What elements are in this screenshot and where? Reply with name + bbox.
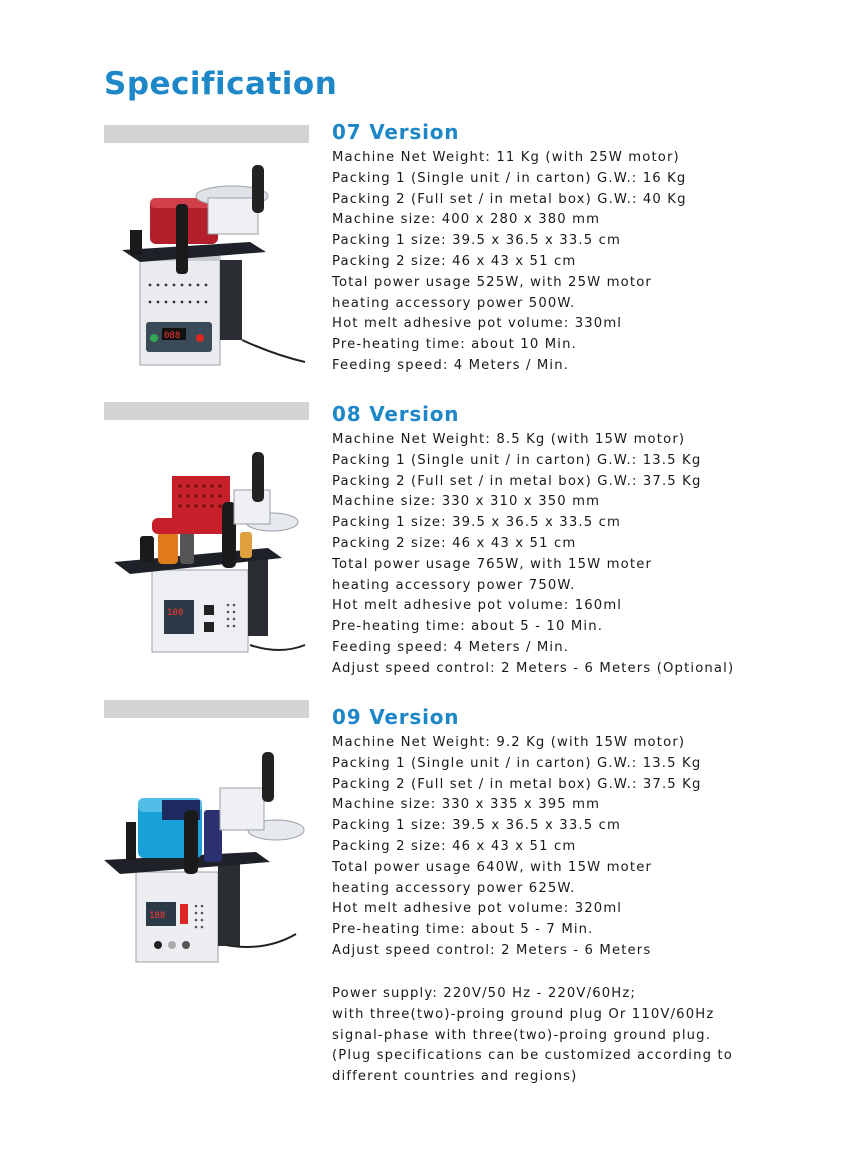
- spec-line: Machine Net Weight: 9.2 Kg (with 15W motor): [332, 735, 686, 750]
- spec-line: Total power usage 525W, with 25W motor: [332, 274, 652, 290]
- spec-list: [332, 430, 734, 680]
- spec-line: Machine Net Weight: 11 Kg (with 25W motor): [332, 150, 680, 165]
- spec-line: Packing 2 size: 46 x 43 x 51 cm: [332, 253, 577, 269]
- spec-line: Packing 1 size: 39.5 x 36.5 x 33.5 cm: [332, 515, 622, 531]
- spec-line: Packing 2 size: 46 x 43 x 51 cm: [332, 838, 577, 854]
- spec-line: Machine size: 400 x 280 x 380 mm: [332, 212, 601, 228]
- version-title: 07 Version: [332, 120, 460, 144]
- spec-line: Pre-heating time: about 10 Min.: [332, 337, 577, 353]
- spec-line: Hot melt adhesive pot volume: 320ml: [332, 901, 623, 917]
- spec-line: Adjust speed control: 2 Meters - 6 Meters (Optional): [332, 660, 735, 676]
- footer-line: Power supply: 220V/50 Hz - 220V/60Hz;: [332, 986, 637, 1001]
- spec-line: Feeding speed: 4 Meters / Min.: [332, 639, 570, 655]
- spec-line: heating accessory power 750W.: [332, 577, 576, 593]
- spec-line: Hot melt adhesive pot volume: 330ml: [332, 316, 623, 332]
- section-divider-bar: [104, 125, 309, 143]
- spec-line: heating accessory power 625W.: [332, 880, 576, 896]
- spec-list: [332, 733, 702, 962]
- spec-line: Total power usage 765W, with 15W moter: [332, 556, 653, 572]
- temperature-display: 188: [149, 911, 166, 921]
- temperature-display: 100: [167, 608, 184, 618]
- spec-line: Hot melt adhesive pot volume: 160ml: [332, 598, 623, 614]
- spec-line: Machine size: 330 x 335 x 395 mm: [332, 797, 601, 813]
- spec-line: Pre-heating time: about 5 - 7 Min.: [332, 922, 594, 938]
- version-title: 09 Version: [332, 705, 460, 729]
- machine-image-09: [100, 740, 310, 970]
- spec-line: Packing 1 (Single unit / in carton) G.W.: 13.5 Kg: [332, 452, 702, 468]
- spec-line: Machine size: 330 x 310 x 350 mm: [332, 494, 601, 510]
- spec-line: Packing 1 (Single unit / in carton) G.W.: 16 Kg: [332, 170, 687, 186]
- spec-line: Total power usage 640W, with 15W moter: [332, 859, 653, 875]
- spec-line: Adjust speed control: 2 Meters - 6 Meters: [332, 942, 652, 958]
- spec-line: Packing 1 (Single unit / in carton) G.W.: 13.5 Kg: [332, 755, 702, 771]
- spec-line: Packing 1 size: 39.5 x 36.5 x 33.5 cm: [332, 818, 622, 834]
- footer-line: signal-phase with three(two)-proing ground plug.: [332, 1027, 712, 1043]
- spec-line: Packing 1 size: 39.5 x 36.5 x 33.5 cm: [332, 233, 622, 249]
- spec-line: Pre-heating time: about 5 - 10 Min.: [332, 619, 604, 635]
- section-divider-bar: [104, 402, 309, 420]
- footer-line: with three(two)-proing ground plug Or 110V/60Hz: [332, 1006, 715, 1022]
- section-divider-bar: [104, 700, 309, 718]
- footer-line: (Plug specifications can be customized according to: [332, 1048, 733, 1064]
- power-supply-notes: [332, 984, 733, 1088]
- machine-image-07: [100, 150, 310, 380]
- page-title: Specification: [104, 66, 338, 102]
- spec-line: Packing 2 (Full set / in metal box) G.W.: 40 Kg: [332, 191, 687, 207]
- spec-line: Feeding speed: 4 Meters / Min.: [332, 357, 570, 373]
- machine-image-08: [100, 440, 310, 670]
- version-title: 08 Version: [332, 402, 460, 426]
- footer-line: different countries and regions): [332, 1069, 578, 1085]
- temperature-display: 088: [164, 331, 181, 341]
- spec-line: Packing 2 (Full set / in metal box) G.W.: 37.5 Kg: [332, 473, 702, 489]
- spec-line: Machine Net Weight: 8.5 Kg (with 15W motor): [332, 432, 686, 447]
- spec-list: [332, 148, 687, 377]
- spec-line: heating accessory power 500W.: [332, 295, 576, 311]
- spec-line: Packing 2 (Full set / in metal box) G.W.: 37.5 Kg: [332, 776, 702, 792]
- spec-line: Packing 2 size: 46 x 43 x 51 cm: [332, 535, 577, 551]
